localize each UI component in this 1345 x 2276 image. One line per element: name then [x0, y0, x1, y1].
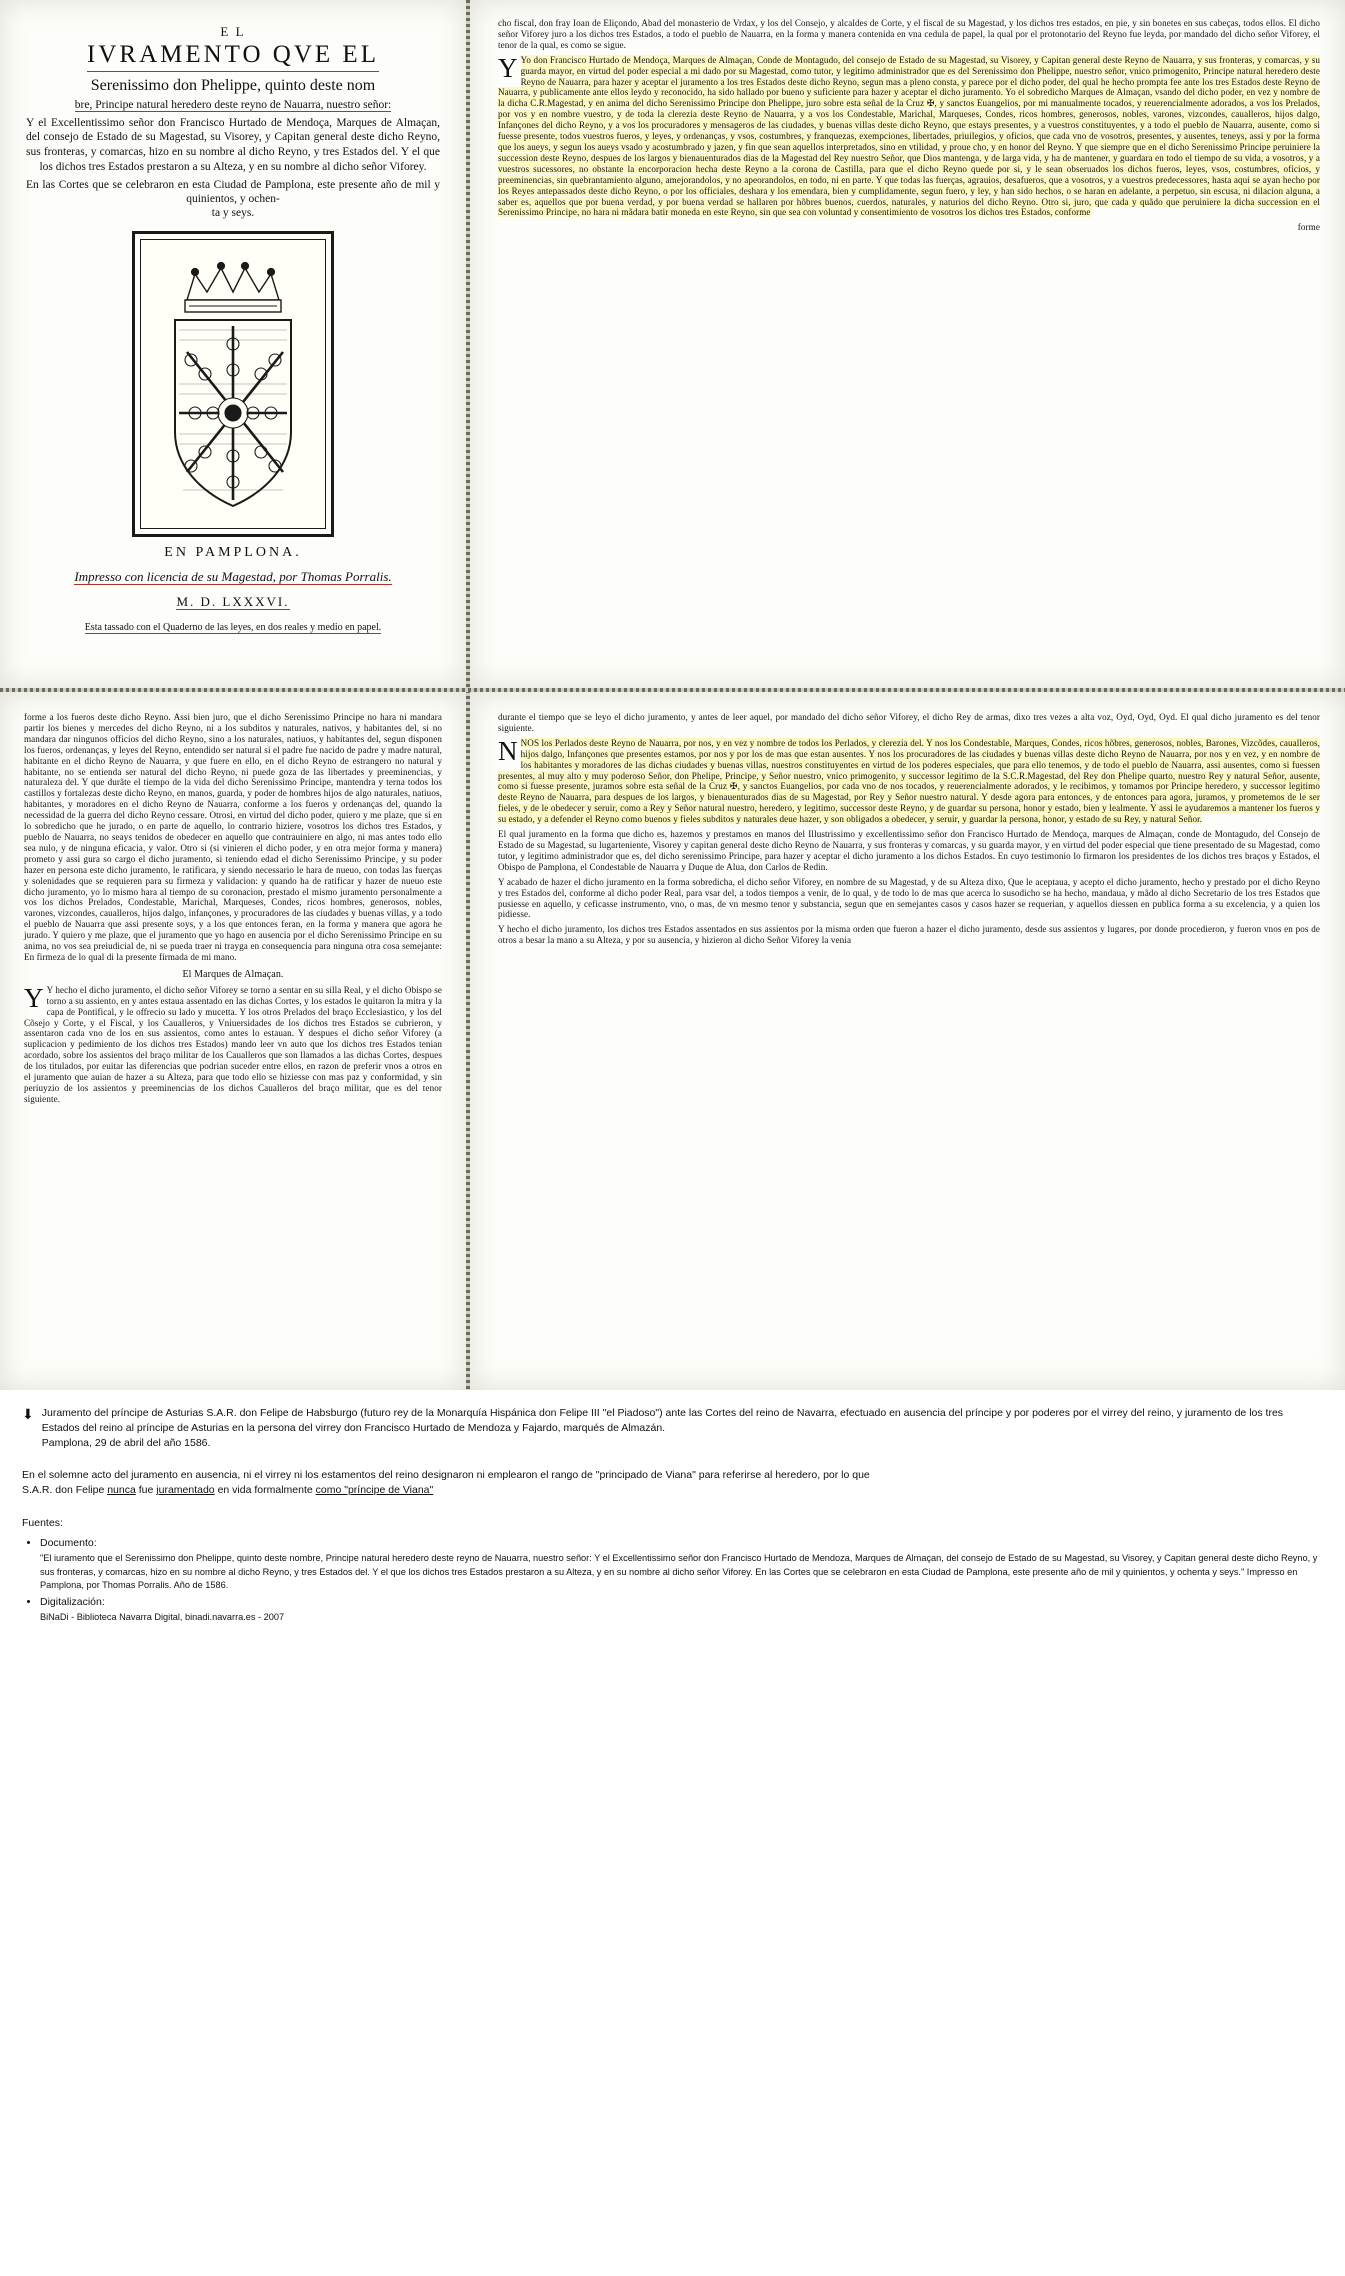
paragraph: forme a los fueros deste dicho Reyno. Assi bien juro, que el dicho Serenissimo Principe no hara ni mandara partir los bienes y mercedes del dicho Reyno, ni a los subditos y naturales, nativos, y habitantes del, si no mandara dar ningunos officios del dicho Reyno, sino a los naturales, natiuos, y habitantes del, segun disponen los fueros, ordenanças, y leyes del Reyno, entendido ser natural si el padre fue nacido de padre y madre natural, habitante en el dicho Reyno de Nauarra, y que fuere en ello, en el dicho Reyno de estrangero no natural y habitante, no se entienda ser natural del dicho Reyno, ni puede goza de las libertades y preeminencias, y naturaleza del. Y que durãte el tiempo de la vida del dicho Serenissimo Principe, mantendra y terna todos los castillos y fortalezas deste dicho Reyno, en manos, guarda, y poder de hombres hijos de algo naturales, natiuos, habitantes, y moradores en el dicho Reyno de Nauarra, conforme a los fueros y ordenanças del, quando la necessidad de la guerra del dicho Reyno cessare. Otrosi, en virtud del dicho poder, quiero y me plaze, que si en lo sobredicho que he jurado, o en parte de aquello, lo contrario hiziere, vosotros los dichos tres Estados, y pueblo de Nauarra, no seays tenidos de obedecer en aquello que contrauiniere en algo, ni mas antes todo ello sea nulo, y de ninguna eficacia, y valor. Otro si (si vinieren el dicho poder, y en otra mejor forma y manera) prometo y assi gura so cargo el dicho juramento, si teniendo edad el dicho Serenissimo Principe, y su poder hazer en persona este dicho juramento, le ratificara, y siendo necessario le hara de nueuo, con todas las fuerças y solenidades que se requieren para su firmeza y validacion: y quando ha de ratificar y hazer de nueuo este dicho juramento, yo lo mismo hara al tiempo de su coronacion, prestado el mismo juramento personalmente a vos los dichos Prelados, Condestable, Marichal, Marqueses, Condes, ricos hombres, generosos, nobles, varones, vizcondes, caualleros, hijos dalgo, infançones, y procuradores de las ciudades y buenas villas, y a todo el pueblo de Nauarra que assi presente soys, y a los que entonces feran, en la forma y manera que agora he jurado. Y quiero y me plaze, que el juramento que yo hago en ausencia por el dicho Serenissimo Principe en su anima, no vos sea preiudicial de, ni se pueda traer ni trayga en consequencia para ninguna otra cosa semejante: En firmeza de lo qual di la presente firmada de mi mano.: [24, 712, 442, 962]
source-text: BiNaDi - Biblioteca Navarra Digital, binadi.navarra.es - 2007: [40, 1612, 285, 1623]
royal-coat-of-arms-woodcut: [132, 231, 334, 537]
title-body-3: ta y seys.: [211, 207, 255, 220]
folio-text-bottom-right: [498, 712, 1320, 1372]
woodcut-engraving: [135, 234, 331, 534]
paragraph: Y Yo don Francisco Hurtado de Mendoça, Marques de Almaçan, Conde de Montagudo, del consejo de Estado de su Magestad, su Visorey, y Capitan general deste Reyno de Nauarra, y sus fronteras, y comarcas, y su guarda mayor, en virtud del poder especial a mi dado por su Magestad, como tutor, y legitimo administrador que es del Serenissimo don Phelippe, nuestro señor, vnico primogenito, Principe natural heredero deste Reyno de Nauarra, para hazer y aceptar el juramento a los tres Estados deste dicho Reyno, segun mas a pleno consta, y parece por el dicho poder, del qual he hecho prompta fee ante los tres Estados deste Reyno de Nauarra, y publicamente ante ellos leydo y reconocido, ha sido hallado por bueno y suficiente para hazer y aceptar el dicho juramento. Yo el sobredicho Marques de Almaçan, vsando del dicho poder, en vez y nombre de la dicha C.R.Magestad, y en anima del dicho Serenissimo Principe don Phelippe, juro sobre esta señal de la Cruz ✠, y sanctos Euangelios, por mi manualmente tocados, y reuerencialmente adorados, a vos los Prelados, por vos y en nombre vuestro, y de toda la clerezia deste Reyno de Nauarra, y a vos los Condestable, Marichal, Marqueses, Condes, ricos hombres, generosos, nobles, varones, vizcondes, caualleros, hijos dalgo, Infançones del dicho Reyno, y a vos los procuradores y mensageros de las ciudades, y buenas villas deste dicho Reyno, que estays presentes, y a vuestros constituyentes, y a todo el pueblo de Nauarra, ausente, como si fuesse presente, todos vuestros fueros, y leyes, y ordenanças, y vsos, costumbres, y franquezas, exempciones, libertades, priuilegios, y oficios, que cada vno de vosotros, presentes, y ausentes, teneys, assi y por la forma que los aueys, y segun los aueys vsado y acostumbrado y jazen, y fin que sean aquellos interpretados, sino en vtilidad, y proue cho, y en honor del Reyno. Y que siempre que en el dicho Serenissimo Principe peruiniere la succession deste Reyno, despues de los largos y bienauenturados dias de la Magestad del Rey nuestro Señor, que Dios mantenga, y de larga vida, y ha de mantener, y guardara en todo el tiempo de su vida, a vosotros, y a vuestros sucessores, no obstante la encorporacion hecha deste Reyno a la corona de Castilla, para que el dicho Reyno quede por si, y le sean obseruados los dichos fueros, leyes, vsos, costumbres, oficios, y preeminencias, sin quebrantamiento alguno, amejorandolos, y no apeorandolos, en todo, ni en parte. Y que todas las fuerças, agrauios, desafueros, que a vosotros, y a vuestros predecessores, hasta aqui se ayan hecho por los Reyes antepassados deste dicho Reyno, o por los officiales, deshara y los emendara, bien y cumplidamente, segun fuero, y ley, y han sido hechos, o se haran en adelante, a perpetuo, sin escusa, ni dilacion alguna, a saber es, aquellos que por buena verdad, y por buena verdad se hallaren por hõbres buenos, cuerdos, naturales, y naturios del dicho Reyno. Otro si, juro, que cada y quãdo que peruiniere la dicha succession en el Serenissimo Principe, no hara ni mãdara batir moneda en este Reyno, sin que sea con voluntad y consentimiento de vosotros los dichos tres Estados, conforme: [498, 52, 1320, 218]
catchword: forme: [1297, 222, 1320, 233]
paragraph: Y hecho el dicho juramento, los dichos tres Estados assentados en sus assientos por la misma orden que fueron a hazer el dicho juramento, desde sus assientos y lugares, por donde procedieron, y fueron vnos en pos de otros a besar la mano a su Alteza, y por su ausencia, y hizieron al dicho Señor Viforey la venia: [498, 924, 1320, 946]
signature-line: El Marques de Almaçan.: [182, 968, 284, 980]
paragraph: Y acabado de hazer el dicho juramento en la forma sobredicha, el dicho señor Viforey, en nombre de su Magestad, y de su Alteza dixo, Que le aceptaua, y acepto el dicho juramento, hecho y prestado por el dicho Reyno y tres Estados del, conforme al dicho poder Real, para vsar del, a todos tiempos a venir, de lo qual, y de todo lo de mas que acerca lo susodicho se ha hecho, mandaua, y mãdo al dicho Secretario de los tres Estados que pusiesse en aquello, y ceficasse instrumento, vno, o mas, de vn mesmo tenor y substancia, segun que en semejantes casos y casos hazer se requerian, y aquellos diessen en publica forma a su excelencia, y a quien los pidiesse.: [498, 876, 1320, 920]
page-title: IVRAMENTO QVE EL: [87, 41, 379, 72]
sources-list: [40, 1537, 1323, 1624]
source-label: Digitalización:: [40, 1596, 105, 1609]
imprint-line: Impresso con licencia de su Magestad, por Thomas Porralis.: [74, 569, 392, 585]
paragraph: durante el tiempo que se leyo el dicho juramento, y antes de leer aquel, por mandado del dicho señor Viforey, el dicho Rey de armas, dixo tres vezes a alta voz, Oyd, Oyd, Oyd. El qual dicho juramento es del tenor siguiente.: [498, 712, 1320, 733]
tasa-line: Esta tassado con el Quaderno de las leyes, en dos reales y medio en papel.: [84, 622, 382, 634]
folio-text-top-right: [498, 18, 1320, 668]
caption-place-date: Pamplona, 29 de abril del año 1586.: [41, 1437, 211, 1450]
imprint-year: M. D. LXXXVI.: [176, 594, 290, 610]
source-label: Documento:: [40, 1537, 97, 1550]
title-line-2: bre, Principe natural heredero deste reyno de Nauarra, nuestro señor:: [74, 99, 392, 111]
paragraph: cho fiscal, don fray Ioan de Eliçondo, Abad del monasterio de Vrdax, y los del Consejo, y alcaldes de Corte, y el fiscal de su Magestad, y los dichos tres estados, en pie, y sin bonetes en sus cabeças, todos ellos. El dicho señor Viforey juro a los dichos tres Estados, a todo el pueblo de Nauarra, en la forma y manera contenida en vna cedula de papel, la qual por el protonotario del Reyno fue leyda, por mandado del dicho señor Viforey, el tenor de la qual, es como se sigue.: [498, 18, 1320, 50]
list-item: [40, 1537, 1323, 1592]
paragraph: Y Y hecho el dicho juramento, el dicho señor Viforey se torno a sentar en su silla Real, y el dicho Obispo se torno a su assiento, en y antes estaua assentado en las dichas Cortes, y los estados le quitaron la mitra y la capa de Pontifical, y le offrecio su lado y mucetta. Y los otros Prelados del braço Ecclesiastico, y los del Cõsejo y Corte, y el Fiscal, y los Caualleros, y Vniuersidades de los dichos tres Estados se cubrieron, y assentaron cada vno de los en sus assientos, como antes lo estauan. Y despues el dicho señor Viforey (a suplicacion y pedimiento de los dichos tres Estados) mando leer vn auto que los dichos tres Estados tenian acordado, sobre los assientos del braço militar de los Caualleros que son llamados a las dichas Cortes, despues de los titulados, por euitar las diferencias que podrian suceder entre ellos, en razon de preferir vnos a otros en el juramento que auian de hazer a su Alteza, para que todo ello se hiziesse con mas paz y conformidad, y sin periuyzio de los assientos y preeminencias de los dichos Caualleros del braço militar, que es del tenor siguiente.: [24, 982, 442, 1104]
editorial-note-line-2: S.A.R. don Felipe nunca fue juramentado en vida formalmente como "príncipe de Viana": [22, 1484, 434, 1497]
notes-section: [0, 1390, 1345, 1653]
scan-seam-vertical: [466, 0, 470, 1390]
paragraph: El qual juramento en la forma que dicho es, hazemos y prestamos en manos del Illustrissimo y excellentissimo señor don Francisco Hurtado de Mendoça, marques de Almaçan, conde de Montagudo, del Consejo de Estado de su Magestad, su lugarteniente, Visorey y capitan general deste dicho Reyno de Nauarra, y sus fronteras y comarcas, y su guarda mayor, y en virtud del poder especial que tiene presentado de su Magestad, como tutor, y legitimo administrador que es, del dicho serenissimo Principe, para hazer y aceptar el dicho juramento a los dichos Estados. En cuyo testimonio lo firmaron los presidentes de los dichos tres braços y Estados, el Obispo de Pamplona, el Condestable de Nauarra y Duque de Alua, don Carlos de Redin.: [498, 829, 1320, 872]
source-text: "El iuramento que el Serenissimo don Phelippe, quinto deste nombre, Principe natural heredero deste reyno de Nauarra, nuestro señor: Y el Excellentissimo señor don Francisco Hurtado de Mendoza, Marques de Almaçan, del consejo de Estado de su Magestad, su Visorey, y Capitan general deste dicho Reyno, y sus fronteras, y comarcas, hizo en su nombre al dicho Reyno, y tres Estados del. Y el que los dichos tres Estados prestaron a su Alteza, y en su nombre al dicho señor Viforey. En las Cortes que se celebraron en esta Ciudad de Pamplona, este presente año de mil y quinientos, y ochenta y seys." Impresso en Pamplona, por Thomas Porralis. Año de 1586.: [40, 1553, 1318, 1590]
caption: [22, 1406, 1323, 1452]
imprint-city: EN PAMPLONA.: [164, 545, 302, 561]
title-line-1: Serenissimo don Phelippe, quinto deste nom: [90, 77, 376, 94]
scan-seam-horizontal: [0, 688, 1345, 692]
sources-heading: Fuentes:: [22, 1517, 63, 1530]
list-item: [40, 1596, 1323, 1624]
folio-text-bottom-left: [24, 712, 442, 1372]
title-body: Y el Excellentissimo señor don Francisco Hurtado de Mendoça, Marques de Almaçan, del consejo de Estado de su Magestad, su Visorey, y Capitan general deste dicho Reyno, sus fronteras, y comarcas, hizo en su nombre al dicho Reyno, y tres Estados del. Y el que los dichos tres Estados prestaron a su Alteza, y en su nombre al dicho señor Viforey.: [26, 116, 440, 173]
editorial-note: [22, 1468, 1323, 1500]
editorial-note-line-1: En el solemne acto del juramento en ausencia, ni el virrey ni los estamentos del reino designaron ni emplearon el rango de "principado de Viana" para referirse al heredero, por lo que: [22, 1468, 870, 1481]
title-page: [0, 0, 466, 688]
down-arrow-icon: ⬇: [22, 1406, 34, 1422]
caption-text: Juramento del príncipe de Asturias S.A.R. don Felipe de Habsburgo (futuro rey de la Monarquía Hispánica don Felipe III "el Piadoso") ante las Cortes del reino de Navarra, efectuado en ausencia del príncipe y por poderes por el virrey del reino, y juramento de los tres Estados del reino al príncipe de Asturias en la persona del virrey don Francisco Hurtado de Mendoza y Fajardo, marqués de Almazán.: [41, 1407, 1284, 1435]
title-el: E L: [220, 24, 246, 39]
title-body-2: En las Cortes que se celebraron en esta Ciudad de Pamplona, este presente año de mil y quinientos, y ochen-: [26, 178, 440, 206]
paragraph: NNOS los Perlados deste Reyno de Nauarra, por nos, y en vez y nombre de todos los Perlados, y clerezia del. Y nos los Condestable, Marques, Condes, ricos hõbres, generosos, nobles, Barones, Vizcõdes, caualleros, hijos dalgo, Infançones que presentes estamos, por nos y por los de mas que estan ausentes. Y nos los procuradores de las ciudades y buenas villas deste dicho Reyno de Nauarra, por nos y en vez, y en nombre de los habitantes y moradores de las dichas ciudades y buenas villas, nuestros constituyentes en virtud de los poderes especiales, que para ello tenemos, y de todo el pueblo de Nauarra, assi ausentes, como si fuessen presentes, al muy alto y muy poderoso Señor, don Phelipe, Principe, y Señor nuestro, vnico primogenito, y successor legitimo de la S.C.R.Magestad, del Rey don Phelipe quarto, nuestro Rey y natural Señor, ausente, como si fuesse presente, juramos sobre esta señal de la Cruz ✠, y sanctos Euangelios, por cada vno de nos tocados, y reuerencialmente adorados, y le recibimos, y tomamos por Principe heredero, y successor legitimo deste Reyno de Nauarra, para despues de los largos, y bienauenturados dias de su Magestad, por Rey y Señor nuestro natural. Y desde agora para entonces, y de entonces para agora, juramos, y prometemos de le ser fieles, y de le obedecer y seruir, como a Rey y Señor natural nuestro, heredero, y legitimo, successor deste Reyno, y de guardar su persona, honor y estado, bien y lealmente. Y assi le ayudaremos a mantener los fueros y su estado, y a defender el Reyno como buenos y fieles subditos y naturales deue hazer, y son obligados a obedecer, y seruir, y guardar la persona, honor, y estado de su Rey, y natural Señor.: [498, 735, 1320, 825]
